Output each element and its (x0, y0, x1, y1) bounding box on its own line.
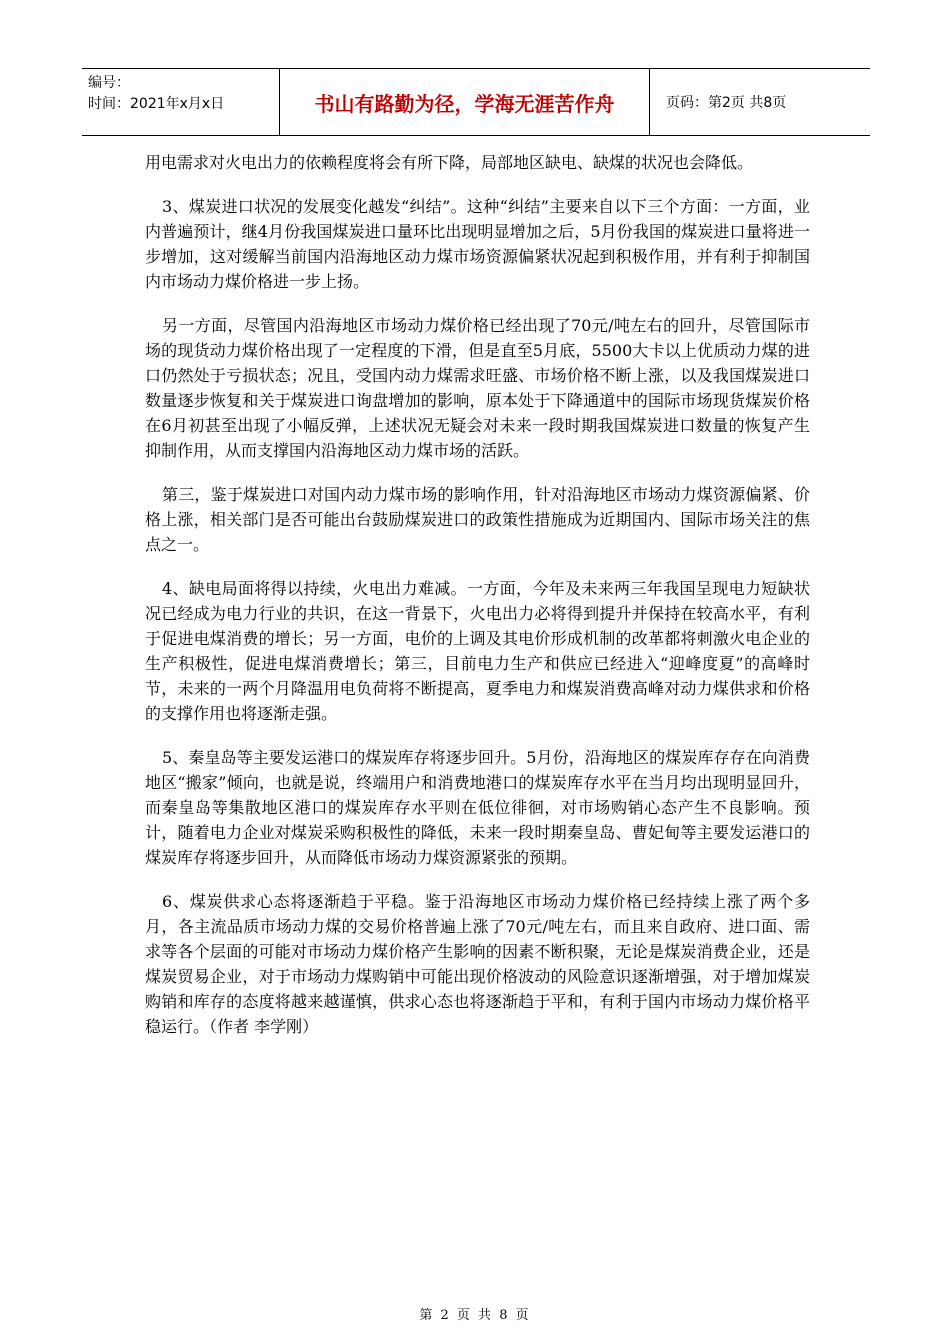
document-body (145, 150, 810, 1058)
paragraph: 6、煤炭供求心态将逐渐趋于平稳。鉴于沿海地区市场动力煤价格已经持续上涨了两个多月，各主流品质市场动力煤的交易价格普遍上涨了70元/吨左右，而且来自政府、进口面、需求等各个层面的可能对市场动力煤价格产生影响的因素不断积聚，无论是煤炭消费企业，还是煤炭贸易企业，对于市场动力煤购销中可能出现价格波动的风险意识逐渐增强，对于增加煤炭购销和库存的态度将越来越谨慎，供求心态也将逐渐趋于平和，有利于国内市场动力煤价格平稳运行。（作者 李学刚） (145, 892, 810, 1036)
document-date: 时间：2021年x月x日 (88, 96, 225, 112)
motto: 书山有路勤为径，学海无涯苦作舟 (314, 91, 615, 116)
page-footer: 第 2 页 共 8 页 (419, 1308, 531, 1323)
paragraph: 3、煤炭进口状况的发展变化越发“纠结”。这种“纠结”主要来自以下三个方面：一方面，业内普遍预计，继4月份我国煤炭进口量环比出现明显增加之后，5月份我国的煤炭进口量将进一步增加，这对缓解当前国内沿海地区动力煤市场资源偏紧状况起到积极作用，并有利于抑制国内市场动力煤价格进一步上扬。 (145, 197, 810, 291)
page-header (82, 68, 870, 136)
header-page-cell (650, 69, 870, 135)
header-meta (82, 69, 280, 135)
paragraph: 4、缺电局面将得以持续，火电出力难减。一方面，今年及未来两三年我国呈现电力短缺状况已经成为电力行业的共识，在这一背景下，火电出力必将得到提升并保持在较高水平，有利于促进电煤消费的增长；另一方面，电价的上调及其电价形成机制的改革都将刺激火电企业的生产积极性，促进电煤消费增长；第三，目前电力生产和供应已经进入“迎峰度夏”的高峰时节，未来的一两个月降温用电负荷将不断提高，夏季电力和煤炭消费高峰对动力煤供求和价格的支撑作用也将逐渐走强。 (145, 579, 810, 723)
page-indicator: 页码：第2页 共8页 (666, 95, 787, 111)
paragraph: 5、秦皇岛等主要发运港口的煤炭库存将逐步回升。5月份，沿海地区的煤炭库存存在向消费地区“搬家”倾向，也就是说，终端用户和消费地港口的煤炭库存水平在当月均出现明显回升，而秦皇岛等集散地区港口的煤炭库存水平则在低位徘徊，对市场购销心态产生不良影响。预计，随着电力企业对煤炭采购积极性的降低，未来一段时期秦皇岛、曹妃甸等主要发运港口的煤炭库存将逐步回升，从而降低市场动力煤资源紧张的预期。 (145, 748, 810, 867)
header-motto-cell (280, 69, 650, 135)
paragraph: 第三，鉴于煤炭进口对国内动力煤市场的影响作用，针对沿海地区市场动力煤资源偏紧、价格上涨，相关部门是否可能出台鼓励煤炭进口的政策性措施成为近期国内、国际市场关注的焦点之一。 (145, 485, 810, 554)
document-number: 编号： (88, 75, 130, 91)
paragraph: 另一方面，尽管国内沿海地区市场动力煤价格已经出现了70元/吨左右的回升，尽管国际市场的现货动力煤价格出现了一定程度的下滑，但是直至5月底，5500大卡以上优质动力煤的进口仍然处于亏损状态；况且，受国内动力煤需求旺盛、市场价格不断上涨，以及我国煤炭进口数量逐步恢复和关于煤炭进口询盘增加的影响，原本处于下降通道中的国际市场现货煤炭价格在6月初甚至出现了小幅反弹，上述状况无疑会对未来一段时期我国煤炭进口数量的恢复产生抑制作用，从而支撑国内沿海地区动力煤市场的活跃。 (145, 316, 810, 460)
paragraph: 用电需求对火电出力的依赖程度将会有所下降，局部地区缺电、缺煤的状况也会降低。 (145, 153, 754, 172)
